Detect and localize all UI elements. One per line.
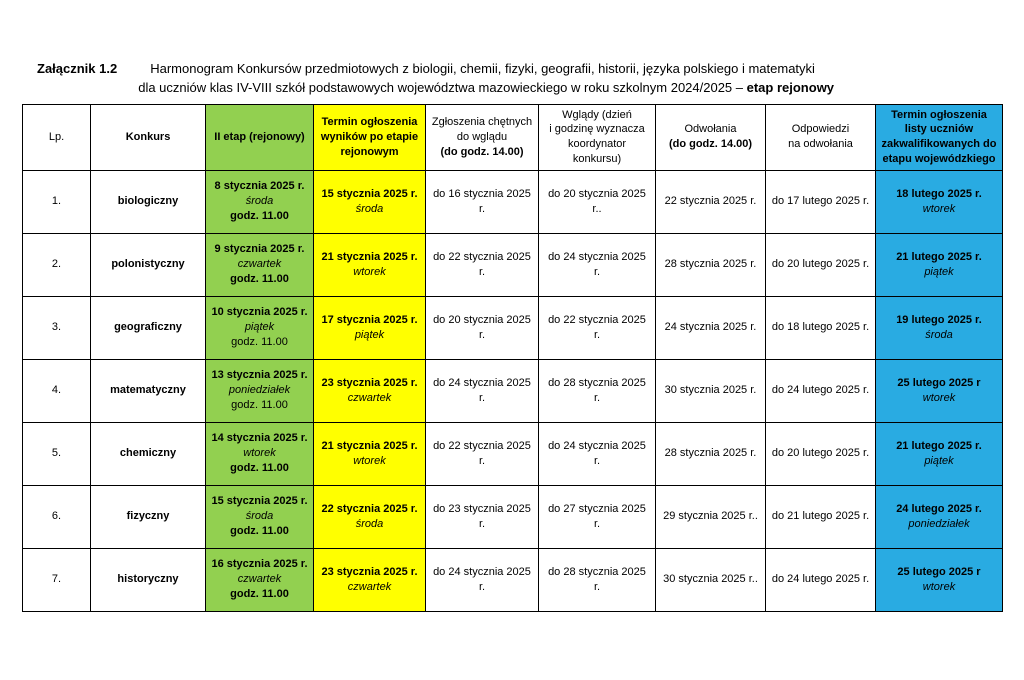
etap-day: poniedziałek	[228, 384, 291, 397]
zgloszenia-line-1: Zgłoszenia chętnych	[431, 115, 533, 128]
wyniki-date: 15 stycznia 2025 r.	[321, 187, 418, 200]
cell-lista	[876, 296, 1003, 359]
wyniki-date: 22 stycznia 2025 r.	[321, 502, 418, 515]
wyniki-day: wtorek	[353, 454, 386, 467]
col-header-lista-zakwalifikowanych: Termin ogłoszenia listy uczniów zakwalifikowanych do etapu wojewódzkiego	[876, 104, 1003, 170]
table-row-geograficzny	[23, 296, 1003, 359]
etap-time: godz. 11.00	[230, 462, 289, 475]
table-row-polonistyczny	[23, 233, 1003, 296]
lista-day: poniedziałek	[908, 517, 970, 530]
etap-time: godz. 11.00	[230, 273, 289, 286]
lista-date: 18 lutego 2025 r.	[896, 187, 982, 200]
cell-etap-rejonowy	[206, 233, 314, 296]
cell-termin-wynikow	[314, 233, 426, 296]
cell-odwolania: 29 stycznia 2025 r..	[656, 485, 766, 548]
wglady-line-1: Wglądy (dzień	[562, 108, 632, 121]
odwolania-line-1: Odwołania	[684, 123, 737, 136]
cell-konkurs: fizyczny	[91, 485, 206, 548]
cell-odpowiedzi: do 20 lutego 2025 r.	[766, 422, 876, 485]
cell-lp: 1.	[23, 170, 91, 233]
cell-odpowiedzi: do 18 lutego 2025 r.	[766, 296, 876, 359]
etap-day: czwartek	[237, 258, 282, 271]
wyniki-date: 17 stycznia 2025 r.	[321, 313, 418, 326]
lista-date: 21 lutego 2025 r.	[896, 250, 982, 263]
cell-wglady: do 27 stycznia 2025 r.	[539, 485, 656, 548]
table-row-biologiczny	[23, 170, 1003, 233]
col-header-lp: Lp.	[23, 104, 91, 170]
cell-etap-rejonowy	[206, 548, 314, 611]
cell-zgloszenia: do 24 stycznia 2025 r.	[426, 548, 539, 611]
etap-time: godz. 11.00	[230, 588, 289, 601]
etap-day: środa	[245, 195, 274, 208]
etap-date: 16 stycznia 2025 r.	[211, 558, 308, 571]
wyniki-day: wtorek	[353, 265, 386, 278]
wglady-line-2: i godzinę wyznacza	[549, 123, 645, 136]
cell-wglady: do 22 stycznia 2025 r.	[539, 296, 656, 359]
col-header-zgloszenia	[426, 104, 539, 170]
cell-lp: 5.	[23, 422, 91, 485]
lista-date: 25 lutego 2025 r	[897, 376, 981, 389]
cell-konkurs: chemiczny	[91, 422, 206, 485]
cell-etap-rejonowy	[206, 485, 314, 548]
cell-lista	[876, 422, 1003, 485]
cell-odpowiedzi: do 20 lutego 2025 r.	[766, 233, 876, 296]
title-lines	[138, 60, 835, 98]
cell-odwolania: 28 stycznia 2025 r.	[656, 233, 766, 296]
col-header-odpowiedzi	[766, 104, 876, 170]
document-title	[37, 0, 1024, 98]
cell-zgloszenia: do 20 stycznia 2025 r.	[426, 296, 539, 359]
cell-konkurs: geograficzny	[91, 296, 206, 359]
wyniki-day: czwartek	[347, 391, 392, 404]
wglady-line-3: koordynator konkursu)	[567, 138, 627, 166]
cell-etap-rejonowy	[206, 359, 314, 422]
lista-day: piątek	[924, 454, 954, 467]
wyniki-day: środa	[355, 517, 384, 530]
etap-time: godz. 11.00	[231, 336, 288, 349]
cell-etap-rejonowy	[206, 296, 314, 359]
cell-termin-wynikow	[314, 170, 426, 233]
wyniki-day: piątek	[354, 328, 385, 341]
cell-termin-wynikow	[314, 422, 426, 485]
cell-odwolania: 30 stycznia 2025 r..	[656, 548, 766, 611]
lista-day: wtorek	[922, 202, 956, 215]
col-header-termin-wynikow: Termin ogłoszenia wyników po etapie rejonowym	[314, 104, 426, 170]
title-line-2-text: dla uczniów klas IV-VIII szkół podstawowych województwa mazowieckiego w roku szkolnym 2024/2025 –	[138, 79, 747, 95]
header-row	[23, 104, 1003, 170]
odwolania-line-2: (do godz. 14.00)	[668, 138, 753, 151]
cell-etap-rejonowy	[206, 170, 314, 233]
cell-lista	[876, 170, 1003, 233]
etap-day: czwartek	[237, 573, 282, 586]
cell-termin-wynikow	[314, 548, 426, 611]
wyniki-date: 21 stycznia 2025 r.	[321, 250, 418, 263]
table-row-fizyczny	[23, 485, 1003, 548]
table-row-chemiczny	[23, 422, 1003, 485]
title-line-1: Harmonogram Konkursów przedmiotowych z biologii, chemii, fizyki, geografii, historii, języka polskiego i matematyki	[150, 61, 815, 76]
cell-lp: 4.	[23, 359, 91, 422]
cell-zgloszenia: do 22 stycznia 2025 r.	[426, 422, 539, 485]
cell-lp: 7.	[23, 548, 91, 611]
cell-zgloszenia: do 22 stycznia 2025 r.	[426, 233, 539, 296]
odpowiedzi-line-2: na odwołania	[788, 138, 853, 151]
wyniki-date: 23 stycznia 2025 r.	[321, 565, 418, 578]
title-line-2	[138, 79, 834, 98]
cell-zgloszenia: do 23 stycznia 2025 r.	[426, 485, 539, 548]
etap-date: 15 stycznia 2025 r.	[211, 495, 308, 508]
zgloszenia-line-2: do wglądu	[456, 130, 508, 143]
cell-wglady: do 28 stycznia 2025 r.	[539, 359, 656, 422]
cell-lista	[876, 485, 1003, 548]
wyniki-day: środa	[355, 202, 384, 215]
cell-lista	[876, 548, 1003, 611]
lista-date: 24 lutego 2025 r.	[896, 502, 982, 515]
etap-time: godz. 11.00	[231, 399, 288, 412]
attachment-label: Załącznik 1.2	[37, 61, 118, 76]
schedule-table	[22, 104, 1003, 612]
etap-date: 8 stycznia 2025 r.	[214, 180, 305, 193]
lista-day: wtorek	[922, 391, 956, 404]
cell-termin-wynikow	[314, 485, 426, 548]
cell-odwolania: 30 stycznia 2025 r.	[656, 359, 766, 422]
wyniki-date: 23 stycznia 2025 r.	[321, 376, 418, 389]
zgloszenia-line-3: (do godz. 14.00)	[440, 145, 524, 158]
cell-zgloszenia: do 24 stycznia 2025 r.	[426, 359, 539, 422]
cell-lista	[876, 233, 1003, 296]
wyniki-date: 21 stycznia 2025 r.	[321, 439, 418, 452]
cell-termin-wynikow	[314, 296, 426, 359]
col-header-etap-rejonowy: II etap (rejonowy)	[206, 104, 314, 170]
lista-date: 25 lutego 2025 r	[897, 565, 981, 578]
cell-wglady: do 24 stycznia 2025 r.	[539, 422, 656, 485]
lista-day: wtorek	[922, 580, 956, 593]
cell-wglady: do 28 stycznia 2025 r.	[539, 548, 656, 611]
cell-lp: 2.	[23, 233, 91, 296]
cell-konkurs: historyczny	[91, 548, 206, 611]
cell-wglady: do 24 stycznia 2025 r.	[539, 233, 656, 296]
table-row-matematyczny	[23, 359, 1003, 422]
cell-zgloszenia: do 16 stycznia 2025 r.	[426, 170, 539, 233]
cell-odwolania: 24 stycznia 2025 r.	[656, 296, 766, 359]
cell-lp: 6.	[23, 485, 91, 548]
cell-konkurs: matematyczny	[91, 359, 206, 422]
lista-day: środa	[925, 328, 953, 341]
lista-date: 19 lutego 2025 r.	[896, 313, 982, 326]
col-header-wglady	[539, 104, 656, 170]
cell-lp: 3.	[23, 296, 91, 359]
table-row-historyczny	[23, 548, 1003, 611]
lista-day: piątek	[924, 265, 954, 278]
col-header-odwolania	[656, 104, 766, 170]
etap-date: 13 stycznia 2025 r.	[211, 369, 308, 382]
cell-termin-wynikow	[314, 359, 426, 422]
etap-date: 9 stycznia 2025 r.	[214, 243, 305, 256]
cell-konkurs: biologiczny	[91, 170, 206, 233]
cell-wglady: do 20 stycznia 2025 r..	[539, 170, 656, 233]
odpowiedzi-line-1: Odpowiedzi	[791, 123, 850, 136]
title-line-2-stage: etap rejonowy	[746, 79, 835, 95]
etap-day: wtorek	[243, 447, 276, 460]
etap-date: 10 stycznia 2025 r.	[211, 306, 308, 319]
etap-date: 14 stycznia 2025 r.	[211, 432, 308, 445]
cell-odpowiedzi: do 17 lutego 2025 r.	[766, 170, 876, 233]
cell-odpowiedzi: do 21 lutego 2025 r.	[766, 485, 876, 548]
cell-odwolania: 28 stycznia 2025 r.	[656, 422, 766, 485]
etap-time: godz. 11.00	[230, 525, 289, 538]
etap-time: godz. 11.00	[230, 210, 289, 223]
cell-etap-rejonowy	[206, 422, 314, 485]
cell-odwolania: 22 stycznia 2025 r.	[656, 170, 766, 233]
etap-day: piątek	[244, 321, 275, 334]
cell-konkurs: polonistyczny	[91, 233, 206, 296]
etap-day: środa	[245, 510, 274, 523]
cell-lista	[876, 359, 1003, 422]
col-header-konkurs: Konkurs	[91, 104, 206, 170]
cell-odpowiedzi: do 24 lutego 2025 r.	[766, 359, 876, 422]
cell-odpowiedzi: do 24 lutego 2025 r.	[766, 548, 876, 611]
lista-date: 21 lutego 2025 r.	[896, 439, 982, 452]
wyniki-day: czwartek	[347, 580, 392, 593]
